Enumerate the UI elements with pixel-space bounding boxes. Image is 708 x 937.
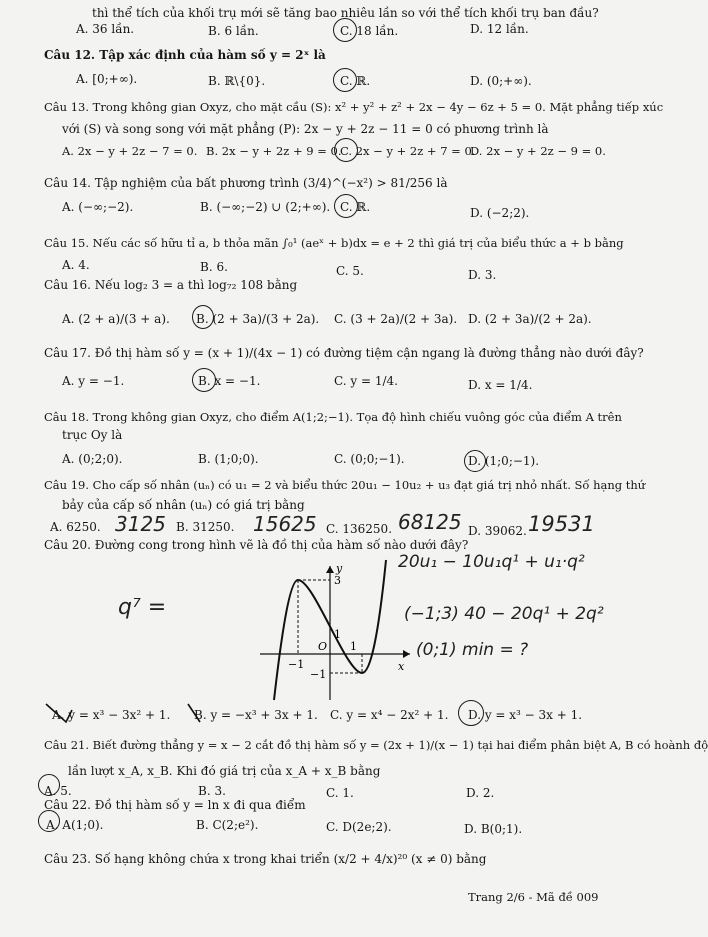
q23-stem: Câu 23. Số hạng không chứa x trong khai triển (x/2 + 4/x)²⁰ (x ≠ 0) bằng xyxy=(44,852,487,866)
q20-option-c: C. y = x⁴ − 2x² + 1. xyxy=(330,708,449,722)
q12-stem: Câu 12. Tập xác định của hàm số y = 2ˣ là xyxy=(44,48,326,62)
q11-option-b: B. 6 lần. xyxy=(208,24,259,38)
handwritten-note: 3125 xyxy=(115,512,166,536)
answer-circle xyxy=(38,774,60,796)
tick-x-neg1: −1 xyxy=(288,658,305,671)
q12-option-a: A. [0;+∞). xyxy=(76,72,138,86)
q13-option-c: C. 2x − y + 2z + 7 = 0. xyxy=(340,144,476,158)
q13-option-b: B. 2x − y + 2z + 9 = 0. xyxy=(206,144,342,158)
tick-y-neg1: −1 xyxy=(310,668,327,681)
q18-stem-2: trục Oy là xyxy=(62,428,123,442)
q19-stem-2: bảy của cấp số nhân (uₙ) có giá trị bằng xyxy=(62,498,305,512)
q20-option-b: B. y = −x³ + 3x + 1. xyxy=(194,708,318,722)
q19-option-a: A. 6250. xyxy=(50,520,101,534)
q15-option-d: D. 3. xyxy=(468,268,497,282)
q21-option-b: B. 3. xyxy=(198,784,226,798)
q22-stem: Câu 22. Đồ thị hàm số y = ln x đi qua điểm xyxy=(44,798,306,812)
q19-option-b: B. 31250. xyxy=(176,520,235,534)
y-label: y xyxy=(336,562,343,575)
q22-option-d: D. B(0;1). xyxy=(464,822,523,836)
answer-circle xyxy=(334,138,358,162)
q19-option-d: D. 39062. xyxy=(468,524,527,538)
q22-option-a: A. A(1;0). xyxy=(46,818,104,832)
answer-circle xyxy=(464,450,486,472)
q20-option-a: A. y = x³ − 3x² + 1. xyxy=(52,708,171,722)
handwritten-note: 20u₁ − 10u₁q¹ + u₁·q² xyxy=(398,552,585,572)
q12-option-b: B. ℝ\{0}. xyxy=(208,74,266,88)
q19-option-c: C. 136250. xyxy=(326,522,393,536)
q17-option-b: B. x = −1. xyxy=(198,374,261,388)
answer-circle xyxy=(192,305,214,329)
q12-option-d: D. (0;+∞). xyxy=(470,74,532,88)
q11-option-c: C. 18 lần. xyxy=(340,24,399,38)
answer-circle xyxy=(333,18,357,42)
answer-circle xyxy=(192,368,216,392)
answer-circle xyxy=(458,700,484,726)
q18-option-b: B. (1;0;0). xyxy=(198,452,259,466)
y-axis-arrow xyxy=(326,566,334,573)
q13-option-a: A. 2x − y + 2z − 7 = 0. xyxy=(62,144,198,158)
q11-tail: thì thể tích của khối trụ mới sẽ tăng bao nhiêu lần so với thể tích khối trụ ban đầu? xyxy=(92,6,599,20)
q17-option-a: A. y = −1. xyxy=(62,374,125,388)
tick-x1: 1 xyxy=(350,640,357,653)
answer-circle xyxy=(38,810,60,832)
q16-option-b: B. (2 + 3a)/(3 + 2a). xyxy=(196,312,320,326)
q16-option-c: C. (3 + 2a)/(2 + 3a). xyxy=(334,312,458,326)
x-axis-arrow xyxy=(403,650,410,658)
q14-stem: Câu 14. Tập nghiệm của bất phương trình (3/4)^(−x²) > 81/256 là xyxy=(44,176,448,190)
tick-3: 3 xyxy=(334,574,341,587)
q14-option-b: B. (−∞;−2) ∪ (2;+∞). xyxy=(200,200,331,214)
q15-option-b: B. 6. xyxy=(200,260,228,274)
q21-option-d: D. 2. xyxy=(466,786,495,800)
strike-mark xyxy=(44,702,74,724)
q22-option-c: C. D(2e;2). xyxy=(326,820,392,834)
handwritten-note: q⁷ = xyxy=(118,595,167,620)
q21-stem-2: lần lượt x_A, x_B. Khi đó giá trị của x_A + x_B bằng xyxy=(68,764,381,778)
q17-option-c: C. y = 1/4. xyxy=(334,374,398,388)
q17-option-d: D. x = 1/4. xyxy=(468,378,533,392)
answer-circle xyxy=(333,68,357,92)
page-footer: Trang 2/6 - Mã đề 009 xyxy=(468,890,599,904)
q14-option-c: C. ℝ. xyxy=(340,200,371,214)
q16-stem: Câu 16. Nếu log₂ 3 = a thì log₇₂ 108 bằng xyxy=(44,278,298,292)
q13-stem-2: với (S) và song song với mặt phẳng (P): 2x − y + 2z − 11 = 0 có phương trình là xyxy=(62,122,549,136)
q19-stem: Câu 19. Cho cấp số nhân (uₙ) có u₁ = 2 và biểu thức 20u₁ − 10u₂ + u₃ đạt giá trị nhỏ nhất. Số hạng thứ xyxy=(44,478,646,492)
tick-y1: 1 xyxy=(334,628,341,641)
q16-option-d: D. (2 + 3a)/(2 + 2a). xyxy=(468,312,592,326)
q12-option-c: C. ℝ. xyxy=(340,74,371,88)
q11-option-a: A. 36 lần. xyxy=(76,22,135,36)
q18-stem: Câu 18. Trong không gian Oxyz, cho điểm A(1;2;−1). Tọa độ hình chiếu vuông góc của điểm A trên xyxy=(44,410,622,424)
q13-option-d: D. 2x − y + 2z − 9 = 0. xyxy=(470,144,606,158)
q16-option-a: A. (2 + a)/(3 + a). xyxy=(62,312,170,326)
q21-option-a: A. 5. xyxy=(44,784,72,798)
origin-label: O xyxy=(318,640,328,653)
handwritten-note: 68125 xyxy=(398,510,462,534)
q15-stem: Câu 15. Nếu các số hữu tỉ a, b thỏa mãn ∫₀¹ (aeˣ + b)dx = e + 2 thì giá trị của biểu thức a + b bằng xyxy=(44,236,624,250)
function-graph xyxy=(260,560,420,700)
handwritten-note: 15625 xyxy=(253,512,317,536)
handwritten-note: (−1;3) 40 − 20q¹ + 2q² xyxy=(404,604,604,624)
q15-option-c: C. 5. xyxy=(336,264,364,278)
answer-circle xyxy=(334,194,358,218)
q20-stem: Câu 20. Đường cong trong hình vẽ là đồ thị của hàm số nào dưới đây? xyxy=(44,538,469,552)
q13-stem: Câu 13. Trong không gian Oxyz, cho mặt cầu (S): x² + y² + z² + 2x − 4y − 6z + 5 = 0. Mặt phẳng tiếp xúc xyxy=(44,100,664,114)
q18-option-a: A. (0;2;0). xyxy=(62,452,123,466)
q14-option-d: D. (−2;2). xyxy=(470,206,530,220)
handwritten-note: (0;1) min = ? xyxy=(416,640,529,660)
q15-option-a: A. 4. xyxy=(62,258,90,272)
q14-option-a: A. (−∞;−2). xyxy=(62,200,134,214)
q17-stem: Câu 17. Đồ thị hàm số y = (x + 1)/(4x − 1) có đường tiệm cận ngang là đường thẳng nào dưới đây? xyxy=(44,346,644,360)
q22-option-b: B. C(2;e²). xyxy=(196,818,259,832)
strike-mark xyxy=(186,702,210,724)
x-label: x xyxy=(398,660,405,673)
q11-option-d: D. 12 lần. xyxy=(470,22,529,36)
q21-stem: Câu 21. Biết đường thẳng y = x − 2 cắt đồ thị hàm số y = (2x + 1)/(x − 1) tại hai điểm phân biệt A, B có hoành độ xyxy=(44,738,708,752)
q18-option-d: D. (1;0;−1). xyxy=(468,454,540,468)
q18-option-c: C. (0;0;−1). xyxy=(334,452,405,466)
q21-option-c: C. 1. xyxy=(326,786,354,800)
q20-option-d: D. y = x³ − 3x + 1. xyxy=(468,708,583,722)
handwritten-note: 19531 xyxy=(528,512,595,536)
